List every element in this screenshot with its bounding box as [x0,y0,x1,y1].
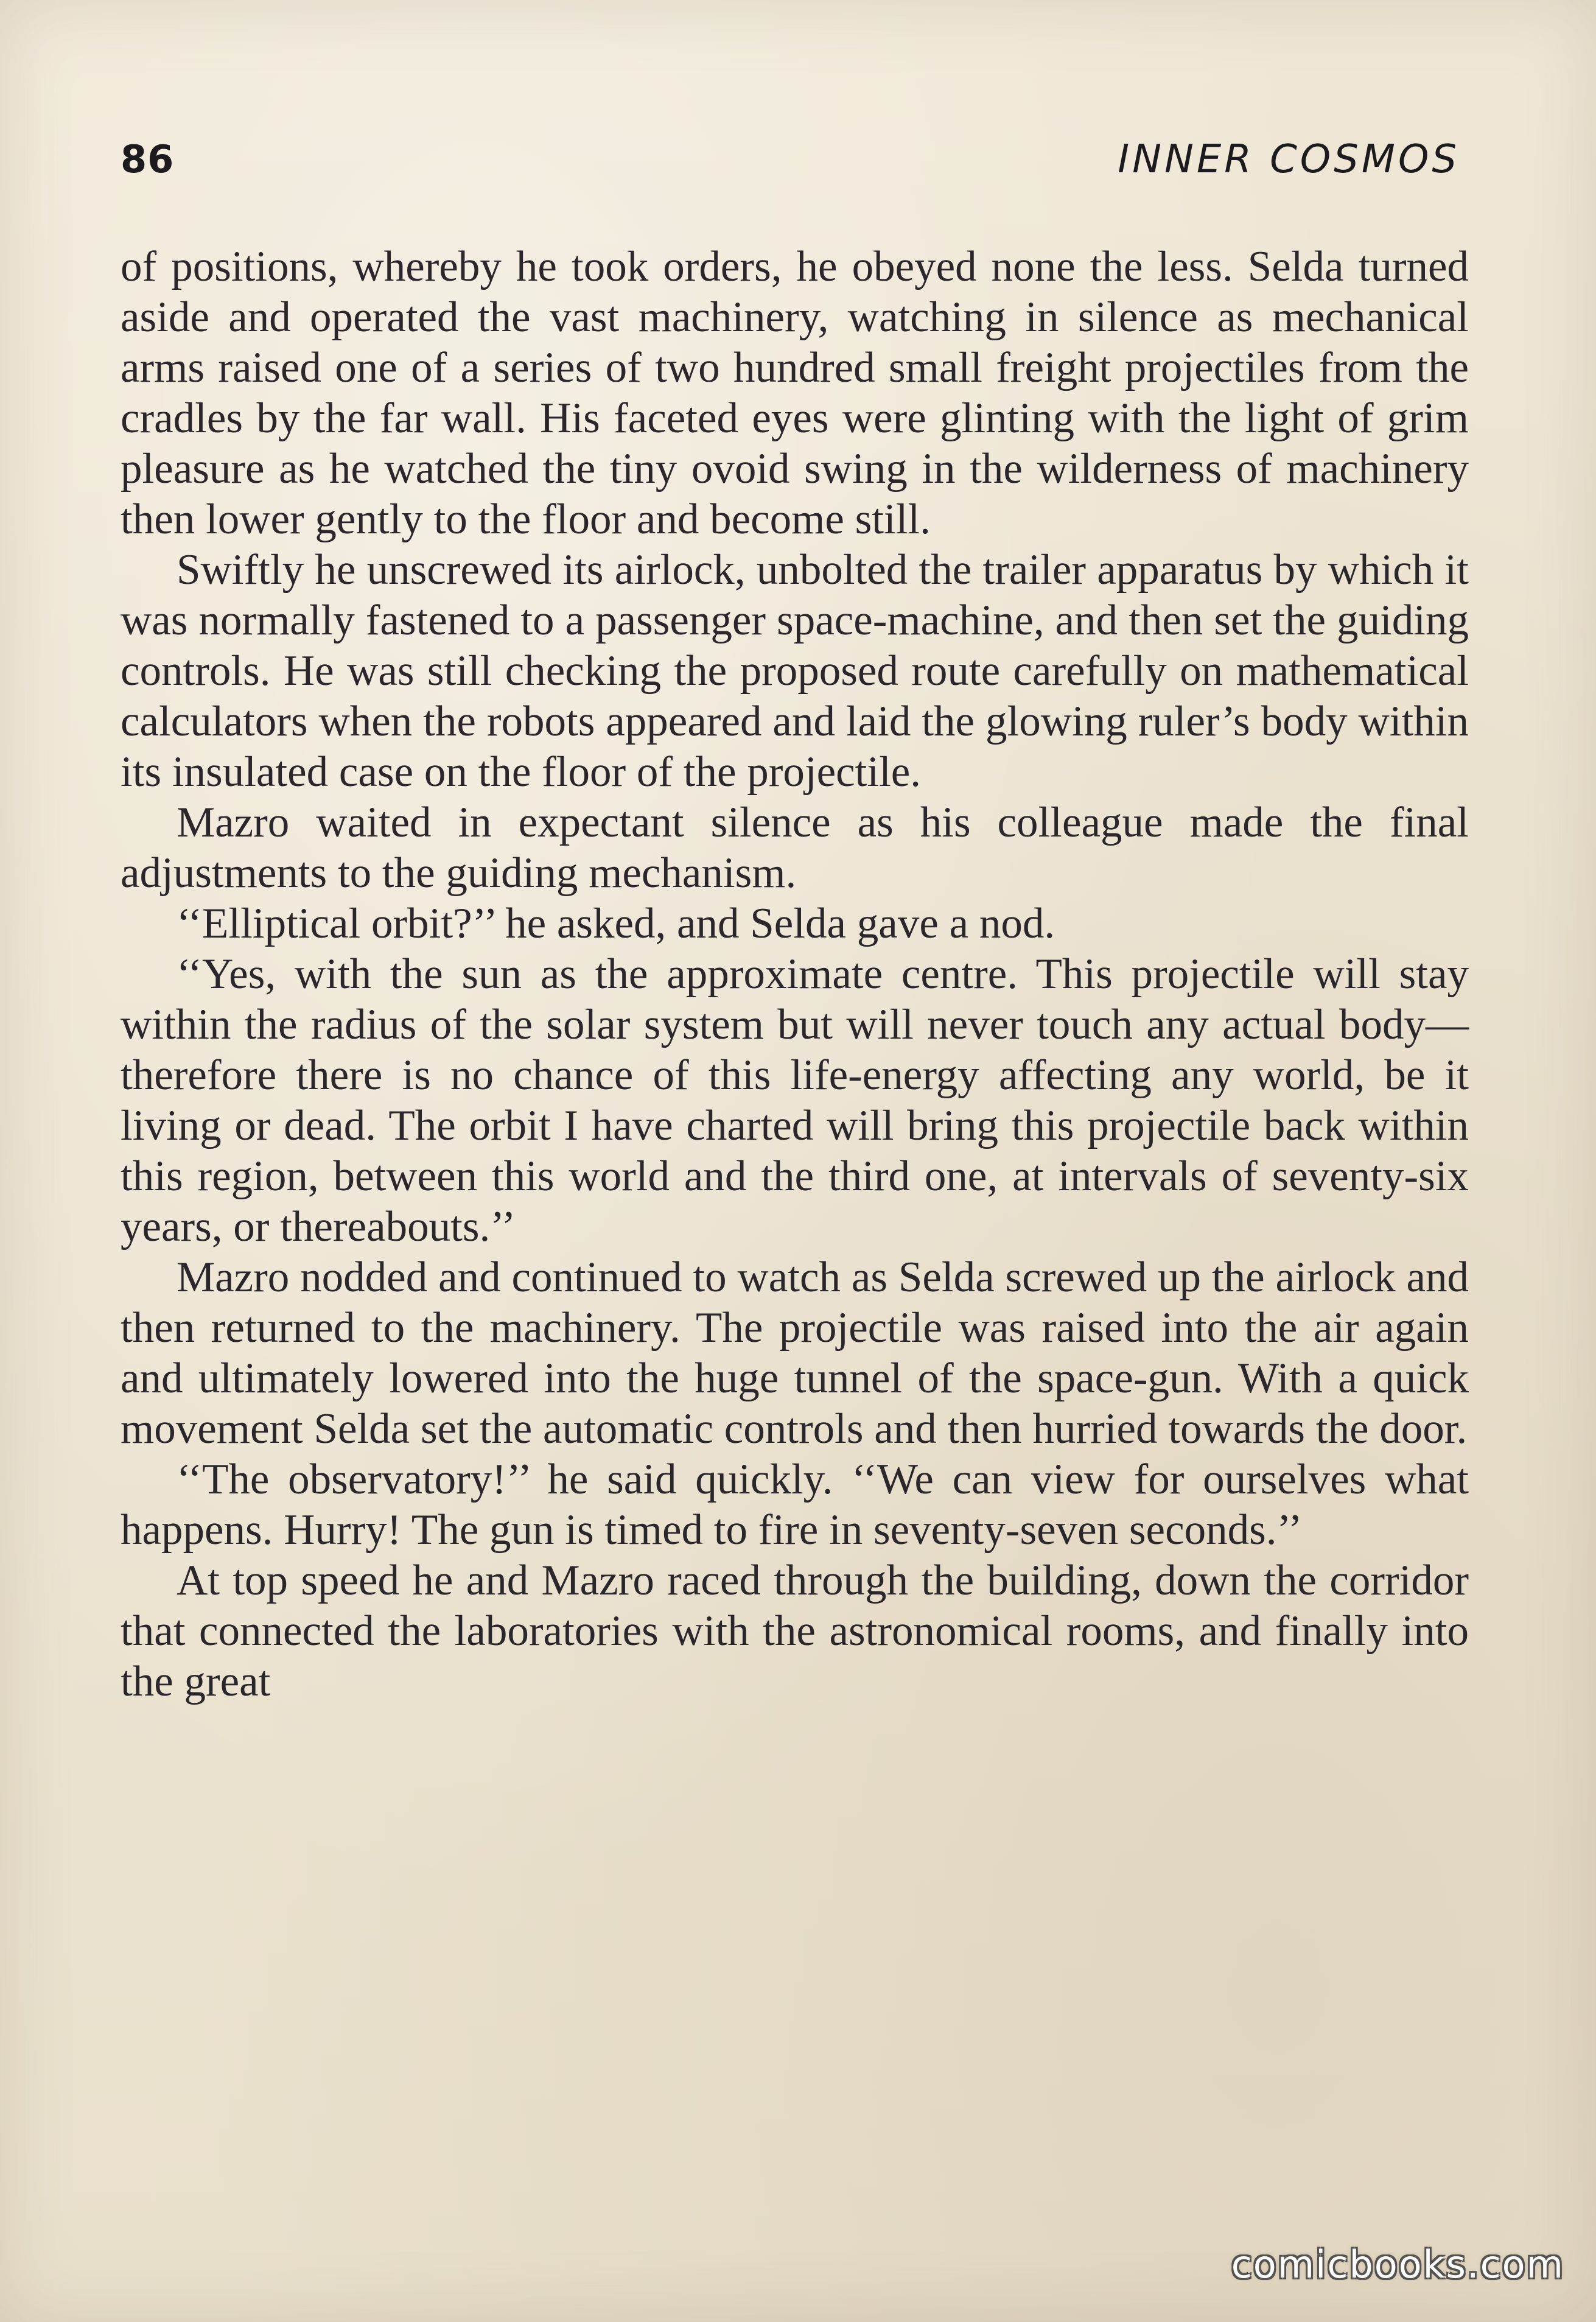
running-title: INNER COSMOS [1118,137,1460,182]
body-text [121,242,1469,1707]
paragraph-6: Mazro nodded and continued to watch as Selda screwed up the airlock and then returned to the machinery. The projectile was raised into the air again and ultimately lowered into the huge tunnel of the space-gun. With a quick movement Selda set the automatic controls and then hurried towards the door. [121,1254,1469,1453]
page-number: 86 [121,137,175,181]
paragraph-4: ‘‘Elliptical orbit?’’ he asked, and Selda gave a nod. [177,900,1055,947]
page-header [121,137,1460,192]
watermark: comicbooks.com [1231,2242,1564,2287]
paragraph-5: ‘‘Yes, with the sun as the approximate centre. This projectile will stay within the radius of the solar system but will never touch any actual body—therefore there is no chance of this life-energy affecting any world, be it living or dead. The orbit I have charted will bring this projectile back within this region, between this world and the third one, at intervals of seventy-six years, or thereabouts.’’ [121,950,1469,1250]
paragraph-3: Mazro waited in expectant silence as his colleague made the final adjustments to the guiding mechanism. [121,799,1469,897]
paragraph-2: Swiftly he unscrewed its airlock, unbolted the trailer apparatus by which it was normally fastened to a passenger space-machine, and then set the guiding controls. He was still checking the proposed route carefully on mathematical calculators when the robots appeared and laid the glowing ruler’s body within its insulated case on the floor of the projectile. [121,546,1469,796]
paragraph-7: ‘‘The observatory!’’ he said quickly. ‘‘We can view for ourselves what happens. Hurry! The gun is timed to fire in seventy-seven seconds.’’ [121,1456,1469,1554]
paragraph-8: At top speed he and Mazro raced through the building, down the corridor that connected the laboratories with the astronomical rooms, and finally into the great [121,1557,1469,1705]
paragraph-1: of positions, whereby he took orders, he obeyed none the less. Selda turned aside and operated the vast machinery, watching in silence as mechanical arms raised one of a series of two hundred small freight projectiles from the cradles by the far wall. His faceted eyes were glinting with the light of grim pleasure as he watched the tiny ovoid swing in the wilderness of machinery then lower gently to the floor and become still. [121,243,1469,543]
